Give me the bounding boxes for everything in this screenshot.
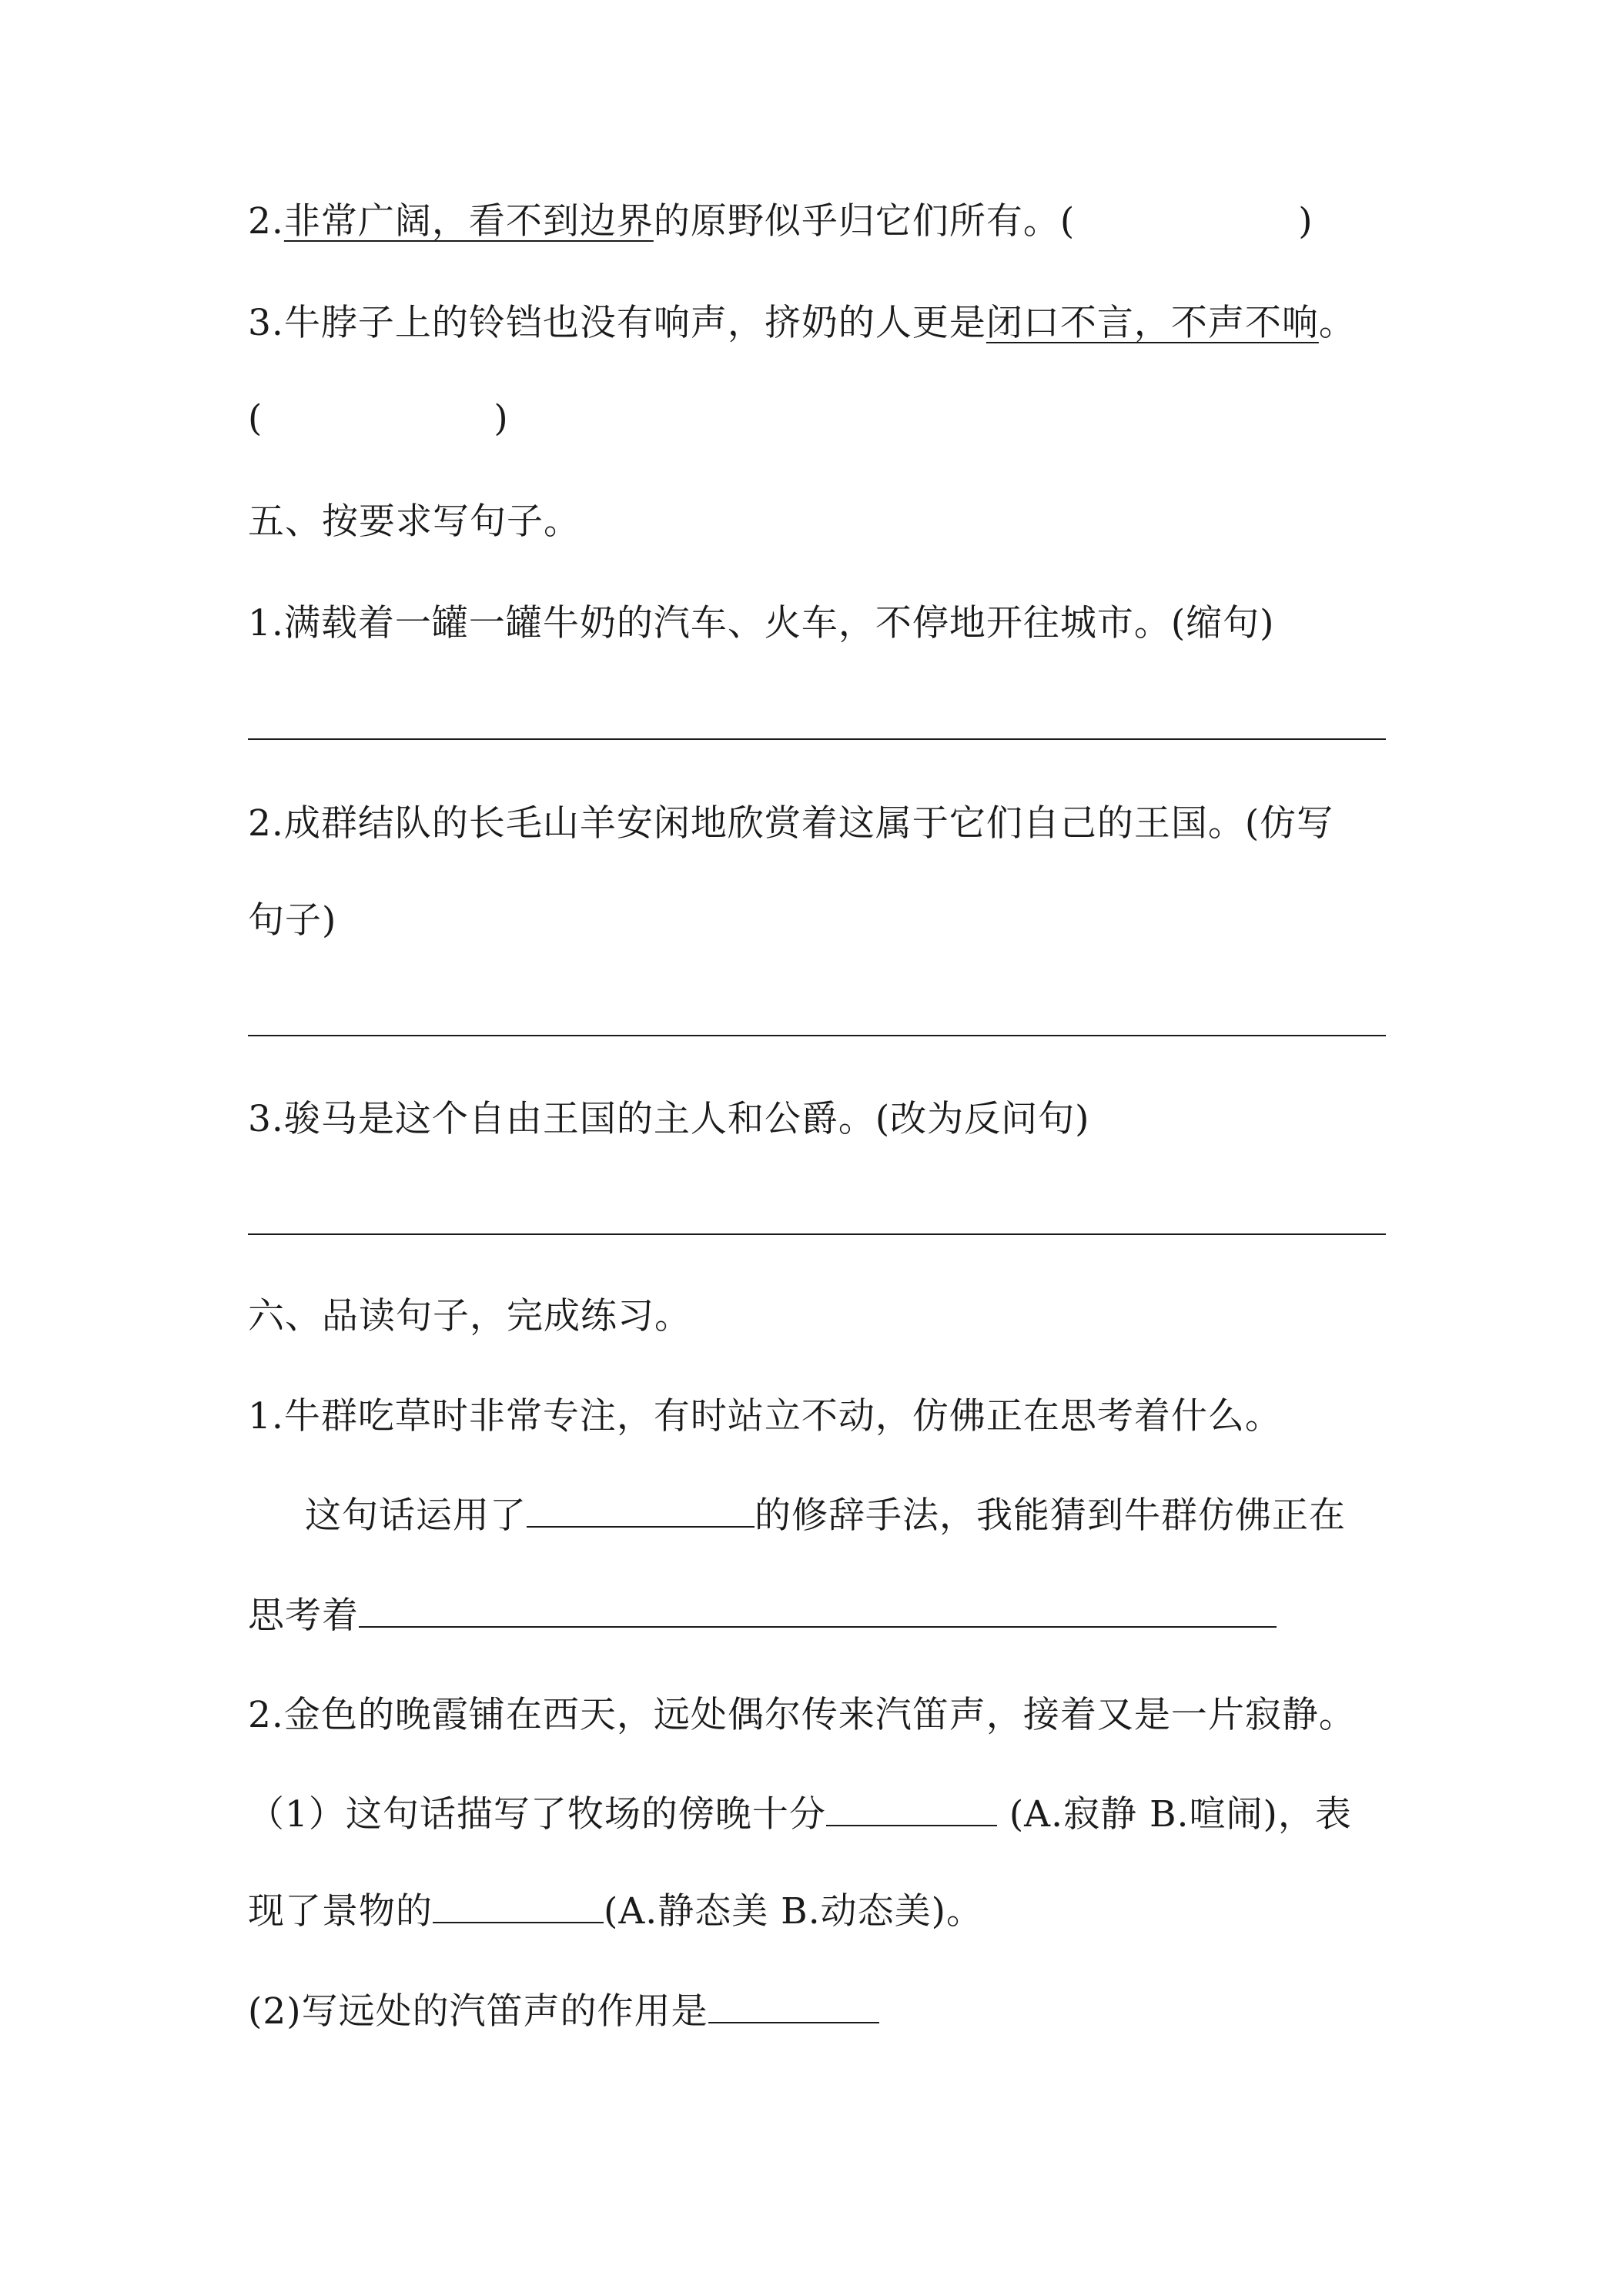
question-4-2 bbox=[248, 199, 1313, 245]
question-text-end: 。 bbox=[1318, 302, 1356, 344]
fill-blank-atmosphere[interactable] bbox=[826, 1791, 997, 1826]
sub-text: (A.静态美 B.动态美)。 bbox=[604, 1890, 983, 1933]
question-6-1-sub bbox=[305, 1492, 1346, 1538]
question-6-2: 2.金色的晚霞铺在西天，远处偶尔传来汽笛声，接着又是一片寂静。 bbox=[248, 1694, 1356, 1736]
sub-text: (A.寂静 B.喧闹)，表 bbox=[996, 1793, 1352, 1836]
question-5-2-line1: 2.成群结队的长毛山羊安闲地欣赏着这属于它们自己的王国。(仿写 bbox=[248, 802, 1334, 845]
question-6-2-2 bbox=[248, 1988, 879, 2034]
question-6-2-1 bbox=[248, 1791, 1352, 1837]
question-6-1-sub-line2 bbox=[248, 1592, 1277, 1638]
sub-text: 现了景物的 bbox=[248, 1890, 433, 1933]
sub-text: （1）这句话描写了牧场的傍晚十分 bbox=[248, 1793, 826, 1836]
fill-blank-rhetoric[interactable] bbox=[527, 1492, 755, 1528]
question-4-3 bbox=[248, 300, 1356, 346]
sub-text: 思考着 bbox=[248, 1595, 359, 1637]
question-6-1: 1.牛群吃草时非常专注，有时站立不动，仿佛正在思考着什么。 bbox=[248, 1395, 1282, 1438]
fill-blank-thinking[interactable] bbox=[359, 1592, 1277, 1628]
close-paren: ) bbox=[494, 397, 509, 440]
question-5-1: 1.满载着一罐一罐牛奶的汽车、火车，不停地开往城市。(缩句) bbox=[248, 602, 1275, 644]
section-5-title: 五、按要求写句子。 bbox=[248, 500, 581, 543]
question-4-3-answer bbox=[248, 396, 509, 442]
question-text: 3.牛脖子上的铃铛也没有响声，挤奶的人更是 bbox=[248, 302, 986, 344]
answer-line-5-2[interactable] bbox=[248, 1035, 1386, 1036]
sub-text: (2)写远处的汽笛声的作用是 bbox=[248, 1990, 708, 2033]
underlined-phrase: 非常广阔，看不到边界 bbox=[283, 200, 654, 243]
sub-text: 的修辞手法，我能猜到牛群仿佛正在 bbox=[755, 1494, 1346, 1537]
question-5-3: 3.骏马是这个自由王国的主人和公爵。(改为反问句) bbox=[248, 1098, 1090, 1140]
fill-blank-beauty[interactable] bbox=[433, 1888, 604, 1923]
question-6-2-1-line2 bbox=[248, 1888, 983, 1934]
section-6-title: 六、品读句子，完成练习。 bbox=[248, 1295, 691, 1337]
answer-line-5-1[interactable] bbox=[248, 738, 1386, 740]
underlined-phrase: 闭口不言，不声不响 bbox=[986, 302, 1319, 344]
close-paren: ) bbox=[1298, 200, 1313, 243]
fill-blank-whistle-effect[interactable] bbox=[708, 1988, 879, 2023]
open-paren: ( bbox=[248, 397, 263, 440]
sub-text: 这句话运用了 bbox=[305, 1494, 527, 1537]
question-5-2-line2: 句子) bbox=[248, 899, 337, 942]
answer-line-5-3[interactable] bbox=[248, 1233, 1386, 1235]
question-number: 2. bbox=[248, 200, 284, 243]
question-text: 的原野似乎归它们所有。( bbox=[653, 200, 1076, 243]
